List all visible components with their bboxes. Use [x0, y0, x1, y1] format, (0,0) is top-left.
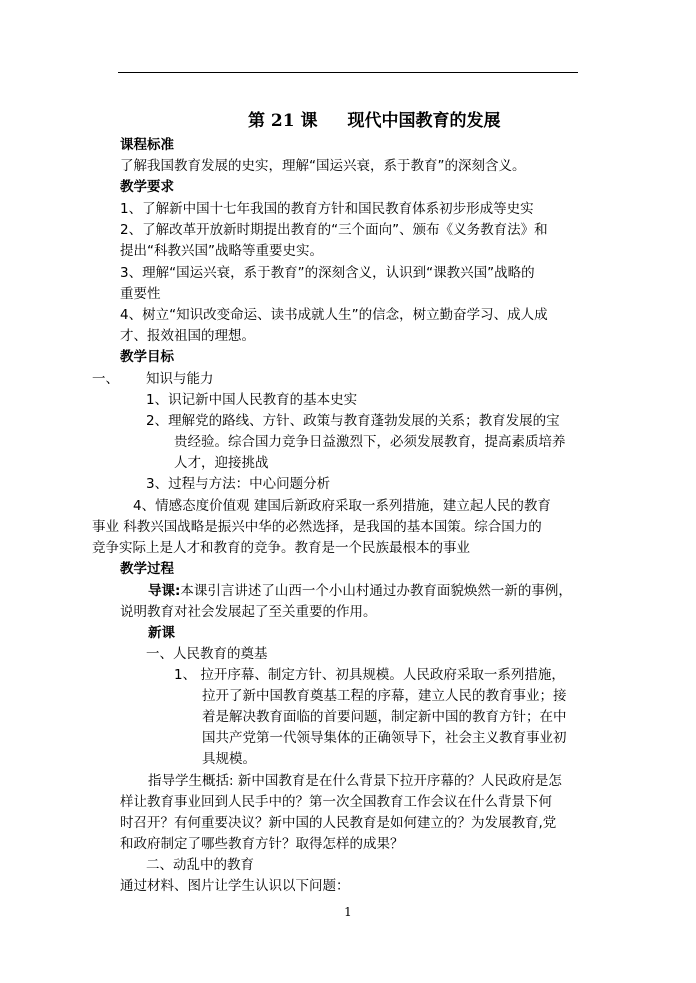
guide-line: 和政府制定了哪些教育方针？取得怎样的成果？	[120, 836, 404, 852]
item1-line: 国共产党第一代领导集体的正确领导下，社会主义教育事业初	[202, 730, 567, 746]
requirement-line: 3、理解“国运兴衰，系于教育”的深刻含义，认识到“课教兴国”战略的	[120, 265, 535, 281]
goal-item: 2、理解党的路线、方针、政策与教育蓬勃发展的关系；教育发展的宝	[146, 413, 560, 429]
part2-heading: 二、动乱中的教育	[146, 857, 254, 873]
item1-line: 着是解决教育面临的首要问题，制定新中国的教育方针；在中	[202, 709, 567, 725]
goal-item: 3、过程与方法：中心问题分析	[146, 476, 331, 492]
requirement-line: 2、了解改革开放新时期提出教育的“三个面向”、颁布《义务教育法》和	[120, 222, 548, 238]
requirement-line: 重要性	[120, 286, 161, 302]
intro-paragraph	[148, 581, 572, 601]
page-title	[248, 106, 501, 131]
goals-heading: 教学目标	[120, 349, 174, 365]
emotion-line: 事业 科教兴国战略是振兴中华的必然选择，是我国的基本国策。综合国力的	[92, 519, 542, 535]
requirement-line: 提出“科教兴国”战略等重要史实。	[120, 243, 323, 259]
goal-item: 1、识记新中国人民教育的基本史实	[146, 392, 358, 408]
guide-line: 时召开？有何重要决议？新中国的人民教育是如何建立的？为发展教育,党	[120, 815, 557, 831]
goal-item: 人才，迎接挑战	[174, 455, 269, 471]
goals-section-number: 一、	[92, 371, 119, 387]
goals-section-title: 知识与能力	[146, 371, 214, 387]
requirement-line: 才、报效祖国的理想。	[120, 328, 255, 344]
part1-heading: 一、人民教育的奠基	[146, 646, 268, 662]
emotion-line: 4、情感态度价值观 建国后新政府采取一系列措施，建立起人民的教育	[133, 498, 551, 514]
guide-line: 样让教育事业回到人民手中的？第一次全国教育工作会议在什么背景下何	[120, 794, 552, 810]
guide-line: 指导学生概括: 新中国教育是在什么背景下拉开序幕的？人民政府是怎	[148, 773, 562, 789]
item1-line: 具规模。	[202, 751, 256, 767]
process-heading: 教学过程	[120, 561, 174, 577]
goal-item: 贵经验。综合国力竞争日益激烈下，必须发展教育，提高素质培养	[174, 434, 566, 450]
requirement-line: 1、了解新中国十七年我国的教育方针和国民教育体系初步形成等史实	[120, 201, 534, 217]
standard-heading: 课程标准	[120, 137, 174, 153]
emotion-line: 竞争实际上是人才和教育的竞争。教育是一个民族最根本的事业	[92, 540, 470, 556]
item1-line: 拉开了新中国教育奠基工程的序幕，建立人民的教育事业；接	[202, 688, 567, 704]
requirement-line: 4、树立“知识改变命运、读书成就人生”的信念，树立勤奋学习、成人成	[120, 307, 548, 323]
item1-line: 1、 拉开序幕、制定方针、初具规模。人民政府采取一系列措施，	[174, 667, 565, 683]
page-number: 1	[344, 905, 352, 919]
intro-line: 说明教育对社会发展起了至关重要的作用。	[120, 604, 377, 620]
lesson-number: 第 21 课	[248, 111, 318, 131]
intro-text: 本课引言讲述了山西一个小山村通过办教育面貌焕然一新的事例，	[180, 583, 572, 599]
intro-label: 导课:	[148, 583, 181, 599]
new-lesson-heading: 新课	[148, 625, 175, 641]
standard-text: 了解我国教育发展的史实，理解“国运兴衰，系于教育”的深刻含义。	[120, 158, 526, 174]
requirements-heading: 教学要求	[120, 179, 174, 195]
header-rule	[118, 72, 578, 73]
part2-text: 通过材料、图片让学生认识以下问题：	[120, 878, 350, 894]
lesson-name: 现代中国教育的发展	[347, 111, 501, 131]
